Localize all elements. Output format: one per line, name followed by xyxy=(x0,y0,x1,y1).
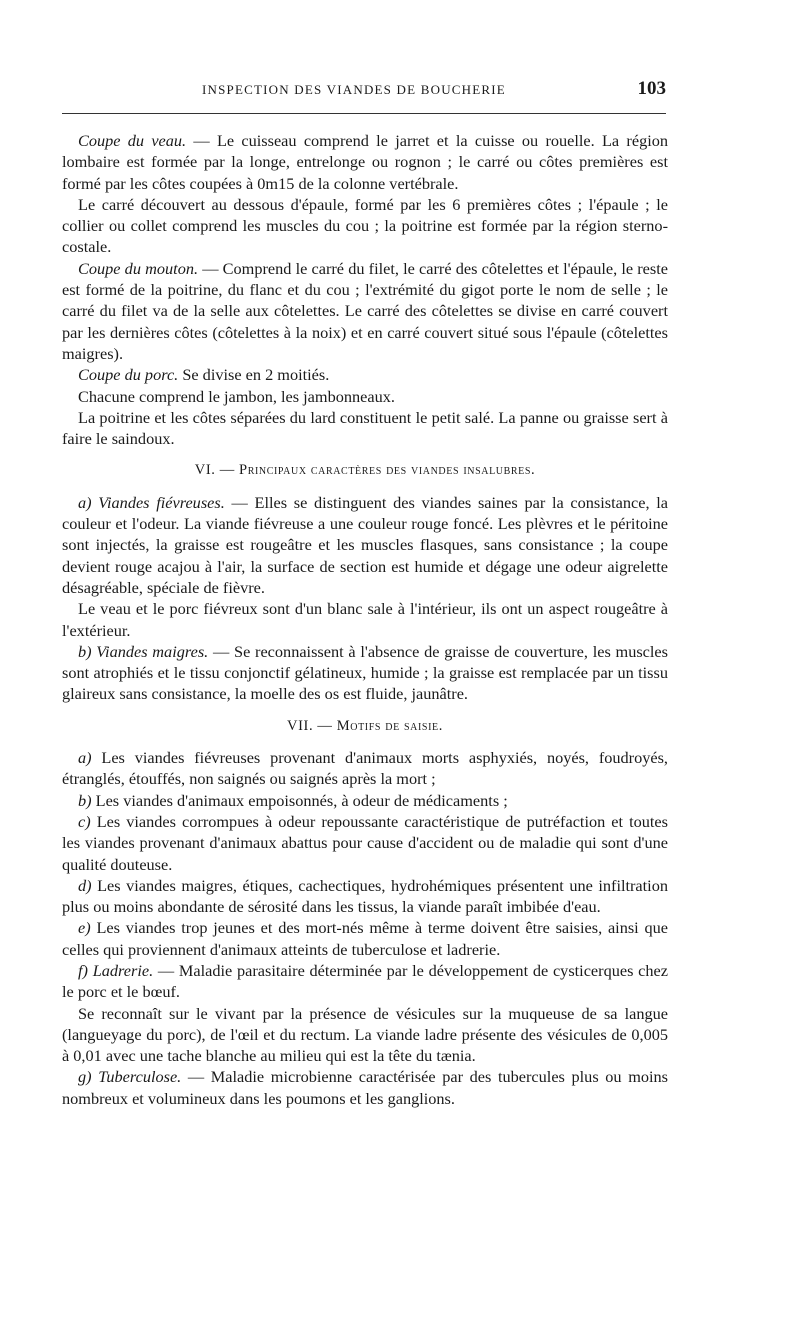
running-title: INSPECTION DES VIANDES DE BOUCHERIE xyxy=(202,82,506,97)
section-title: Principaux caractères des viandes insalubres. xyxy=(239,462,536,479)
section-vi-heading xyxy=(62,460,668,481)
paragraph: La poitrine et les côtes séparées du lard constituent le petit salé. La panne ou graisse sert à faire le saindoux. xyxy=(62,407,668,449)
paragraph: Le veau et le porc fiévreux sont d'un blanc sale à l'intérieur, ils ont un aspect rougeâtre à l'extérieur. xyxy=(62,599,668,640)
list-item: d) Les viandes maigres, étiques, cachectiques, hydrohémiques présentent une infiltration plus ou moins abondante de sérosité dans les tissus, la viande paraît imbibée d'eau. xyxy=(62,875,668,917)
list-item: e) Les viandes trop jeunes et des mort-nés même à terme doivent être saisies, ainsi que celles qui proviennent d'animaux atteints de tuberculose et ladrerie. xyxy=(62,918,668,959)
section-number: VI. — xyxy=(194,462,235,479)
body-text xyxy=(62,130,668,1109)
header-rule xyxy=(62,113,666,114)
section-vii-heading xyxy=(62,716,668,737)
paragraph: Le carré découvert au dessous d'épaule, formé par les 6 premières côtes ; l'épaule ; le collier ou collet comprend les muscles du cou ; la poitrine est formée par la région sterno-costale. xyxy=(62,194,668,257)
section-vi-body xyxy=(62,492,668,705)
list-item: g) Tuberculose. — Maladie microbienne caractérisée par des tubercules plus ou moins nombreux et volumineux dans les poumons et les ganglions. xyxy=(62,1067,668,1108)
page-header xyxy=(62,76,668,106)
list-item: f) Ladrerie. — Maladie parasitaire déterminée par le développement de cysticerques chez le porc et le bœuf. xyxy=(62,960,668,1002)
paragraph: b) Viandes maigres. — Se reconnaissent à l'absence de graisse de couverture, les muscles sont atrophiés et le tissu conjonctif gélatineux, humide ; la graisse est remplacée par un tissu glaireux sans consistance, la moelle des os est fluide, jaunâtre. xyxy=(62,641,668,704)
paragraph: Coupe du mouton. — Comprend le carré du filet, le carré des côtelettes et l'épaule, le reste est formé de la poitrine, du flanc et du cou ; l'extrémité du gigot porte le nom de selle ; le carré du filet va de la selle aux côtelettes. Le carré des côtelettes se divise en carré couvert par les dernières côtes (côtelettes à la noix) et en carré couvert situé sous l'épaule (côtelettes maigres). xyxy=(62,258,668,363)
paragraph: Se reconnaît sur le vivant par la présence de vésicules sur la muqueuse de sa langue (langueyage du porc), de l'œil et du rectum. La viande ladre présente des vésicules de 0,005 à 0,01 avec une tache blanche au milieu qui est la tête du tænia. xyxy=(62,1003,668,1066)
section-title: Motifs de saisie. xyxy=(336,717,443,734)
list-item: b) Les viandes d'animaux empoisonnés, à odeur de médicaments ; xyxy=(78,790,508,810)
section-number: VII. — xyxy=(287,717,333,734)
paragraph: Coupe du porc. Se divise en 2 moitiés. xyxy=(78,365,330,385)
list-item: a) Les viandes fiévreuses provenant d'animaux morts asphyxiés, noyés, foudroyés, étranglés, étouffés, non saignés ou saignés après la mort ; xyxy=(62,748,668,789)
paragraph: a) Viandes fiévreuses. — Elles se distinguent des viandes saines par la consistance, la couleur et l'odeur. La viande fiévreuse a une couleur rouge foncé. Les plèvres et le péritoine sont injectés, la graisse est rougeâtre et les muscles flasques, sans consistance ; la coupe devient rouge acajou à l'air, la surface de section est humide et dégage une odeur aigrelette désagréable, spéciale de fièvre. xyxy=(62,492,668,597)
cuts-section xyxy=(62,130,668,449)
paragraph: Chacune comprend le jambon, les jambonneaux. xyxy=(78,386,395,406)
list-item: c) Les viandes corrompues à odeur repoussante caractéristique de putréfaction et toutes les viandes provenant d'animaux abattus pour cause d'accident ou de maladie qui sont d'une qualité douteuse. xyxy=(62,811,668,874)
section-vii-body xyxy=(62,747,668,1109)
paragraph: Coupe du veau. — Le cuisseau comprend le jarret et la cuisse ou rouelle. La région lombaire est formée par la longe, entrelonge ou rognon ; le carré ou côtes premières est formé par les côtes coupées à 0m15 de la colonne vertébrale. xyxy=(62,131,669,193)
page-number: 103 xyxy=(637,78,666,99)
